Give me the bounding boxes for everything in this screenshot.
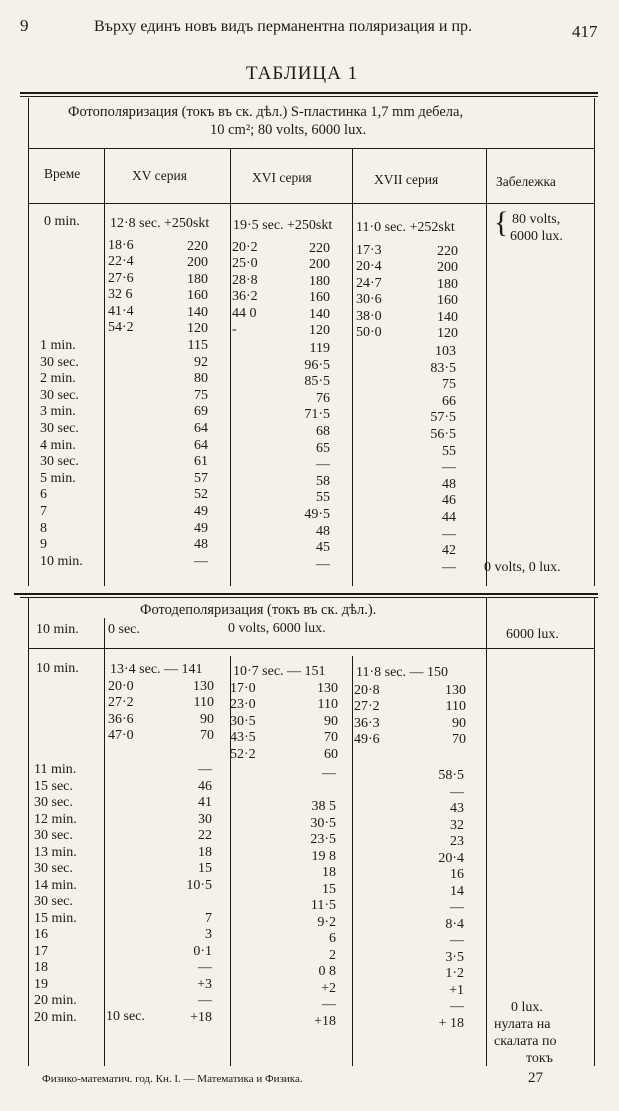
current-value: 200 — [187, 255, 208, 271]
xvii-value: — — [442, 559, 456, 575]
current-value: 110 — [317, 697, 338, 713]
current-value: 220 — [187, 239, 208, 254]
xvii-value: 20·4 — [438, 850, 464, 866]
time-label: 14 min. — [34, 877, 77, 893]
p2-start-xvii: 11·8 sec. — 150 — [356, 665, 449, 680]
xvi-value: 0 8 — [318, 964, 336, 979]
xvii-value: 3·5 — [445, 949, 464, 965]
col-rule-3 — [352, 149, 353, 586]
current-value: 140 — [437, 309, 458, 325]
xvii-value: 103 — [435, 344, 456, 359]
time-label: 12 min. — [34, 811, 77, 827]
xvii-value: 48 — [442, 476, 456, 492]
xvii-value: 23 — [450, 834, 464, 849]
xvii-value: — — [442, 460, 456, 476]
time-value: 28·8 — [232, 272, 258, 288]
colheader-xv: XV серия — [132, 168, 187, 183]
table-left-rule — [28, 98, 29, 586]
xvii-value: 32 — [450, 817, 464, 833]
xv-value: 0·1 — [193, 943, 212, 959]
time-value: 47·0 — [108, 728, 134, 744]
xvii-value: 1·2 — [445, 966, 464, 981]
xvi-value: 68 — [316, 424, 330, 439]
current-value: 90 — [452, 715, 466, 731]
part1-heading: Фотополяризация (токъ въ ск. дѣл.) S-пластинка 1,7 mm дебела, — [68, 104, 464, 120]
time-label: 30 sec. — [40, 454, 79, 470]
xvii-value: 14 — [450, 883, 464, 899]
current-value: 220 — [309, 241, 330, 256]
xv-value: 7 — [205, 910, 212, 926]
time-label: 8 — [40, 520, 47, 536]
xvi-value: 96·5 — [304, 357, 330, 373]
xvii-value: 55 — [442, 443, 456, 459]
p2-note-2: нулата на — [494, 1017, 551, 1032]
xv-value: 52 — [194, 487, 208, 503]
current-value: 180 — [437, 276, 458, 292]
time-label: 18 — [34, 960, 48, 975]
time-label: 15 sec. — [34, 778, 73, 794]
xvii-value: 75 — [442, 377, 456, 393]
time-value: - — [232, 322, 237, 337]
time-label: 11 min. — [34, 762, 77, 777]
time-value: 25·0 — [232, 256, 258, 272]
xvi-value: 19 8 — [311, 848, 336, 864]
xvii-value: — — [442, 526, 456, 542]
p2-note-4: токъ — [526, 1051, 553, 1066]
time-value: 36·6 — [108, 711, 134, 727]
time-label: 2 min. — [40, 371, 76, 387]
p2-xv-last-prefix: 10 sec. — [106, 1009, 145, 1024]
xvii-value: 83·5 — [430, 360, 456, 376]
xvii-value: 66 — [442, 393, 456, 409]
time-label: 19 — [34, 976, 48, 992]
part2-left-rule — [28, 598, 29, 1066]
page-left-number: 9 — [20, 16, 29, 35]
xv-value: +18 — [190, 1009, 212, 1025]
part1-heading-2: 10 cm²; 80 volts, 6000 lux. — [210, 122, 367, 138]
current-value: 130 — [317, 681, 338, 696]
time-label: 1 min. — [40, 338, 76, 353]
colheader-bottom-rule — [28, 203, 595, 204]
time-label: 30 sec. — [34, 795, 73, 810]
time-value: 50·0 — [356, 325, 382, 340]
xvi-value: 6 — [329, 931, 336, 946]
current-value: 120 — [187, 321, 208, 336]
heading-bottom-rule — [28, 148, 595, 149]
time-label: 13 min. — [34, 844, 77, 860]
p2-note-1: 0 lux. — [511, 1000, 543, 1015]
time-value: 30·6 — [356, 292, 382, 308]
xvi-value: 2 — [329, 947, 336, 963]
xvii-value: 58·5 — [438, 768, 464, 783]
brace: { — [494, 206, 509, 239]
time-value: 32 6 — [108, 287, 133, 303]
xv-value: — — [198, 993, 212, 1008]
col-rule-2 — [230, 149, 231, 586]
xv-value: 64 — [194, 421, 208, 436]
time-value: 52·2 — [230, 746, 256, 762]
time-value: 23·0 — [230, 697, 256, 713]
time-label: 30 sec. — [40, 421, 79, 436]
time-value: 43·5 — [230, 730, 256, 746]
time-value: 38·0 — [356, 308, 382, 324]
current-value: 70 — [200, 728, 214, 744]
xv-value: 69 — [194, 404, 208, 420]
footer-number: 27 — [528, 1070, 543, 1086]
colheader-xvi: XVI серия — [252, 170, 312, 185]
xv-value: 92 — [194, 354, 208, 370]
xv-value: 46 — [198, 778, 212, 794]
p1-start-xv: 12·8 sec. +250skt — [110, 216, 210, 231]
time-label: 20 min. — [34, 1009, 77, 1025]
xvi-value: 48 — [316, 523, 330, 539]
current-value: 160 — [187, 288, 208, 304]
time-label: 20 min. — [34, 993, 77, 1008]
page-right-number: 417 — [572, 22, 598, 41]
xvi-value: 85·5 — [304, 374, 330, 390]
table-right-rule — [594, 98, 595, 586]
xv-value: 22 — [198, 828, 212, 843]
p2-row-text: 0 sec. — [108, 622, 140, 637]
xvi-value: 65 — [316, 440, 330, 456]
time-label: 5 min. — [40, 470, 76, 486]
xv-value: 49 — [194, 520, 208, 536]
p2-col-rule-4 — [486, 598, 487, 1066]
time-value: 20·8 — [354, 683, 380, 698]
current-value: 110 — [445, 699, 466, 715]
table-title: ТАБЛИЦА 1 — [246, 63, 359, 84]
current-value: 200 — [309, 257, 330, 273]
p2-start-xvi: 10·7 sec. — 151 — [233, 664, 326, 679]
time-value: 22·4 — [108, 254, 134, 270]
xv-value: — — [194, 553, 208, 569]
p1-start-time: 0 min. — [44, 214, 80, 229]
time-label: 10 min. — [40, 553, 83, 569]
xv-value: 49 — [194, 504, 208, 519]
xv-value: 64 — [194, 437, 208, 453]
xvi-value: 49·5 — [304, 507, 330, 522]
time-value: 27·6 — [108, 270, 134, 286]
xvii-value: 46 — [442, 493, 456, 509]
current-value: 180 — [187, 271, 208, 287]
time-value: 49·6 — [354, 732, 380, 748]
current-value: 180 — [309, 273, 330, 289]
xvii-value: 56·5 — [430, 427, 456, 442]
xvi-value: 11·5 — [310, 898, 336, 913]
xvi-value: 119 — [309, 341, 330, 356]
time-label: 4 min. — [40, 437, 76, 453]
time-label: 17 — [34, 943, 48, 959]
part2-row-rule — [28, 648, 595, 649]
xvi-value: 38 5 — [311, 799, 336, 814]
part2-top-rule-2 — [20, 597, 598, 598]
time-label: 30 sec. — [34, 894, 73, 909]
xvii-value: 43 — [450, 801, 464, 816]
time-value: 36·2 — [232, 289, 258, 305]
time-value: 17·3 — [356, 243, 382, 258]
time-label: 30 sec. — [34, 828, 73, 843]
xv-value: 75 — [194, 387, 208, 403]
xvii-value: 44 — [442, 510, 456, 525]
xvii-value: — — [450, 999, 464, 1014]
p1-note-top: 80 volts, — [512, 212, 561, 227]
current-value: 130 — [193, 679, 214, 694]
p2-col-rule-1 — [104, 618, 105, 1066]
xvi-value: 9·2 — [317, 914, 336, 930]
xvi-value: +18 — [314, 1013, 336, 1029]
xvi-value: — — [322, 766, 336, 781]
xvii-value: — — [450, 900, 464, 915]
p2-start-xv: 13·4 sec. — 141 — [110, 662, 203, 677]
time-value: 41·4 — [108, 303, 134, 319]
time-label: 3 min. — [40, 404, 76, 420]
time-label: 16 — [34, 927, 48, 942]
xvii-value: 16 — [450, 867, 464, 882]
xvii-value: 57·5 — [430, 410, 456, 426]
current-value: 90 — [200, 711, 214, 727]
current-value: 160 — [309, 290, 330, 306]
xv-value: 15 — [198, 861, 212, 876]
xvi-value: 55 — [316, 490, 330, 506]
xvi-value: +2 — [321, 980, 336, 996]
current-value: 110 — [193, 695, 214, 711]
xv-value: 61 — [194, 454, 208, 470]
xv-value: 30 — [198, 811, 212, 827]
colheader-note: Забележка — [496, 174, 556, 189]
xvi-value: — — [316, 556, 330, 572]
xvii-value: — — [450, 784, 464, 800]
p1-note-bottom: 0 volts, 0 lux. — [484, 560, 561, 575]
p1-start-xvii: 11·0 sec. +252skt — [356, 220, 455, 235]
xvi-value: 71·5 — [304, 407, 330, 423]
table-top-rule — [20, 92, 598, 94]
time-value: 18·6 — [108, 238, 134, 253]
p1-note-top-2: 6000 lux. — [510, 229, 563, 244]
col-rule-4 — [486, 149, 487, 586]
xvi-value: 30·5 — [310, 815, 336, 831]
time-label: 15 min. — [34, 910, 77, 926]
xv-value: — — [198, 762, 212, 777]
xvii-value: + 18 — [438, 1015, 464, 1031]
current-value: 220 — [437, 244, 458, 259]
xv-value: 18 — [198, 844, 212, 860]
time-label: 6 — [40, 487, 47, 503]
p2-start-time: 10 min. — [36, 661, 79, 676]
p2-row-time: 10 min. — [36, 622, 79, 637]
xv-value: 3 — [205, 927, 212, 942]
time-value: 54·2 — [108, 320, 134, 335]
xvii-value: — — [450, 933, 464, 948]
xvi-value: 45 — [316, 540, 330, 556]
time-value: 24·7 — [356, 275, 382, 291]
xvi-value: 76 — [316, 390, 330, 406]
time-value: 20·2 — [232, 240, 258, 255]
xv-value: 48 — [194, 537, 208, 553]
colheader-xvii: XVII серия — [374, 172, 439, 187]
p2-row-note: 6000 lux. — [506, 627, 559, 642]
part2-right-rule — [594, 598, 595, 1066]
time-value: 20·4 — [356, 259, 382, 275]
running-title: Върху единъ новъ видъ перманентна поляризация и пр. — [94, 18, 472, 35]
time-label: 30 sec. — [40, 354, 79, 370]
time-value: 27·2 — [108, 695, 134, 711]
p2-row-text-2: 0 volts, 6000 lux. — [228, 621, 326, 636]
time-value: 30·5 — [230, 713, 256, 729]
time-value: 20·0 — [108, 679, 134, 694]
xvii-value: 42 — [442, 543, 456, 559]
current-value: 140 — [309, 306, 330, 322]
part2-top-rule — [14, 593, 598, 595]
xvii-value: +1 — [449, 982, 464, 998]
xv-value: +3 — [197, 976, 212, 992]
xv-value: 57 — [194, 470, 208, 486]
current-value: 70 — [324, 730, 338, 746]
current-value: 130 — [445, 683, 466, 698]
time-value: 36·3 — [354, 715, 380, 731]
p2-note-3: скалата по — [494, 1034, 557, 1049]
footer-text: Физико-математич. год. Кн. I. — Математика и Физика. — [42, 1073, 303, 1085]
xv-value: 115 — [187, 338, 208, 353]
current-value: 200 — [437, 260, 458, 276]
current-value: 140 — [187, 304, 208, 320]
xvi-value: 23·5 — [310, 832, 336, 847]
part2-heading: Фотодеполяризация (токъ въ ск. дѣл.). — [140, 602, 377, 618]
xvi-value: 58 — [316, 473, 330, 489]
current-value: 70 — [452, 732, 466, 748]
col-rule-1 — [104, 149, 105, 586]
time-label: 9 — [40, 537, 47, 553]
time-label: 30 sec. — [34, 861, 73, 876]
time-label: 30 sec. — [40, 387, 79, 403]
time-value: 27·2 — [354, 699, 380, 715]
xv-value: — — [198, 960, 212, 975]
colheader-time: Време — [44, 166, 81, 181]
xvi-value: — — [316, 457, 330, 473]
p1-start-xvi: 19·5 sec. +250skt — [233, 218, 333, 233]
xv-value: 10·5 — [186, 877, 212, 893]
table-top-rule-2 — [20, 96, 598, 97]
xvi-value: 18 — [322, 865, 336, 880]
xvi-value: — — [322, 997, 336, 1012]
time-value: 17·0 — [230, 681, 256, 696]
current-value: 160 — [437, 293, 458, 309]
current-value: 90 — [324, 713, 338, 729]
current-value: 120 — [437, 326, 458, 341]
time-value: 44 0 — [232, 305, 257, 321]
xvi-value: 15 — [322, 881, 336, 897]
xv-value: 41 — [198, 795, 212, 810]
time-label: 7 — [40, 504, 47, 519]
current-value: 60 — [324, 746, 338, 762]
xv-value: 80 — [194, 371, 208, 387]
xvii-value: 8·4 — [445, 916, 464, 932]
p2-col-rule-3 — [352, 656, 353, 1066]
current-value: 120 — [309, 323, 330, 338]
